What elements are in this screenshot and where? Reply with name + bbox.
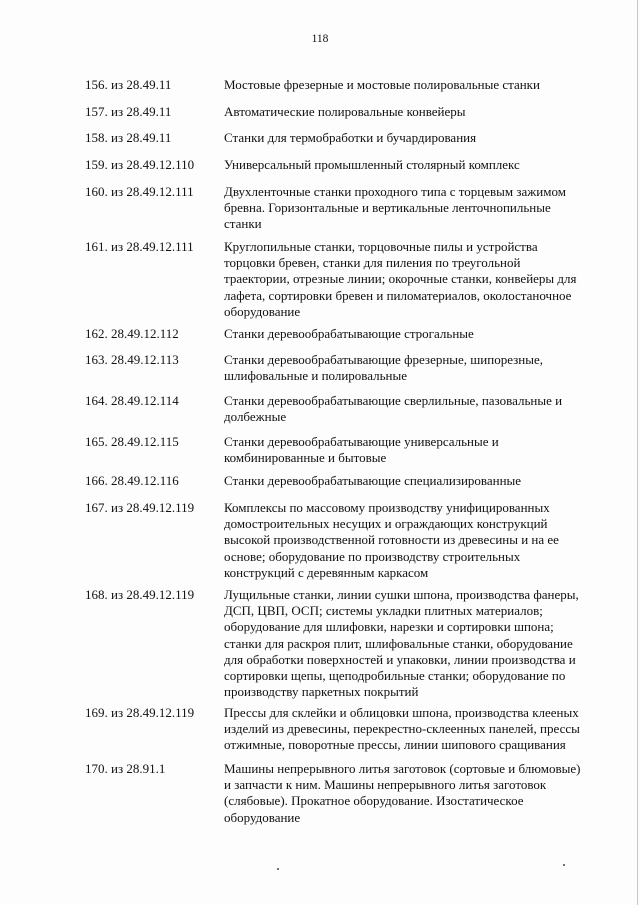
page-edge-shadow	[637, 0, 638, 905]
entry-code: 159. из 28.49.12.110	[85, 157, 195, 172]
description-line: оборудование	[224, 303, 301, 319]
description-line: (слябовые). Прокатное оборудование. Изостатическое	[224, 793, 524, 809]
description-line: Станки деревообрабатывающие специализированные	[224, 473, 522, 488]
description-line: Станки для термобработки и бучардирования	[224, 130, 477, 145]
description-line: лафета, сортировки бревен и пиломатериалов, околостаночное	[224, 287, 572, 303]
description-line: шлифовальные и полировальные	[224, 368, 408, 384]
entry-description	[224, 393, 594, 425]
description-line: Лущильные станки, линии сушки шпона, производства фанеры,	[224, 587, 579, 602]
entry-description	[224, 587, 594, 700]
entry-code: 160. из 28.49.12.111	[85, 184, 194, 199]
entry-description	[224, 130, 594, 146]
entry-description	[224, 434, 594, 466]
entry-code: 165. 28.49.12.115	[85, 434, 179, 449]
entry-description	[224, 761, 594, 826]
description-line: станки	[224, 216, 262, 232]
description-line: и запчасти к ним. Машины непрерывного литья заготовок	[224, 777, 547, 793]
description-line: ДСП, ЦВП, ОСП; системы укладки плитных материалов;	[224, 603, 543, 619]
description-line: траектории, отрезные линии; окорочные станки, конвейеры для	[224, 271, 577, 287]
description-line: домостроительных несущих и ограждающих конструкций	[224, 516, 548, 532]
page-number: 118	[311, 33, 329, 45]
description-line: Круглопильные станки, торцовочные пилы и устройства	[224, 239, 538, 254]
description-line: Станки деревообрабатывающие строгальные	[224, 326, 474, 341]
entry-code: 166. 28.49.12.116	[85, 473, 179, 488]
description-line: Станки деревообрабатывающие сверлильные, пазовальные и	[224, 393, 563, 408]
description-line: оборудование для шлифовки, нарезки и сортировки шпона;	[224, 619, 554, 635]
entry-code: 170. из 28.91.1	[85, 761, 166, 776]
description-line: оборудование	[224, 809, 301, 825]
entry-description	[224, 184, 594, 233]
entry-description	[224, 77, 594, 93]
entry-code: 163. 28.49.12.113	[85, 352, 179, 367]
entry-code: 164. 28.49.12.114	[85, 393, 179, 408]
description-line: долбежные	[224, 409, 287, 425]
description-line: Комплексы по массовому производству унифицированных	[224, 500, 550, 515]
entry-description	[224, 104, 594, 120]
description-line: бревна. Горизонтальные и вертикальные ленточнопильные	[224, 200, 551, 216]
entry-code: 161. из 28.49.12.111	[85, 239, 194, 254]
description-line: Мостовые фрезерные и мостовые полировальные станки	[224, 77, 540, 92]
entry-code: 156. из 28.49.11	[85, 77, 172, 92]
entry-code: 168. из 28.49.12.119	[85, 587, 195, 602]
entry-description	[224, 326, 594, 342]
description-line: высокой производственной готовности из древесины и на ее	[224, 532, 559, 548]
description-line: Станки деревообрабатывающие фрезерные, шипорезные,	[224, 352, 543, 367]
entry-description	[224, 705, 594, 754]
description-line: Машины непрерывного литья заготовок (сортовые и блюмовые)	[224, 761, 581, 776]
entry-code: 167. из 28.49.12.119	[85, 500, 195, 515]
entry-description	[224, 239, 594, 320]
description-line: сортировки щепы, щеподробильные станки; оборудование по	[224, 668, 566, 684]
description-line: торцовки бревен, станки для пиления по треугольной	[224, 255, 521, 271]
description-line: изделий из древесины, перекрестно-склеенных панелей, прессы	[224, 721, 580, 737]
description-line: производству паркетных покрытий	[224, 684, 419, 700]
entry-description	[224, 500, 594, 581]
description-line: Универсальный промышленный столярный комплекс	[224, 157, 520, 172]
entry-description	[224, 352, 594, 384]
description-line: Прессы для склейки и облицовки шпона, производства клееных	[224, 705, 579, 720]
entry-code: 169. из 28.49.12.119	[85, 705, 195, 720]
description-line: станки для раскроя плит, шлифовальные станки, оборудование	[224, 635, 573, 651]
description-line: Двухленточные станки проходного типа с торцевым зажимом	[224, 184, 566, 199]
entry-code: 162. 28.49.12.112	[85, 326, 179, 341]
entry-description	[224, 157, 594, 173]
scan-speck	[563, 864, 565, 866]
description-line: Станки деревообрабатывающие универсальные и	[224, 434, 499, 449]
entry-code: 157. из 28.49.11	[85, 104, 172, 119]
description-line: для обработки поверхностей и упаковки, линии производства и	[224, 651, 576, 667]
description-line: комбинированные и бытовые	[224, 450, 387, 466]
description-line: основе; оборудование по производству строительных	[224, 548, 521, 564]
description-line: Автоматические полировальные конвейеры	[224, 104, 466, 119]
description-line: отжимные, поворотные прессы, линии шипового сращивания	[224, 737, 566, 753]
entry-description	[224, 473, 594, 489]
entry-code: 158. из 28.49.11	[85, 130, 172, 145]
description-line: конструкций с деревянным каркасом	[224, 564, 429, 580]
scan-speck	[277, 868, 279, 870]
